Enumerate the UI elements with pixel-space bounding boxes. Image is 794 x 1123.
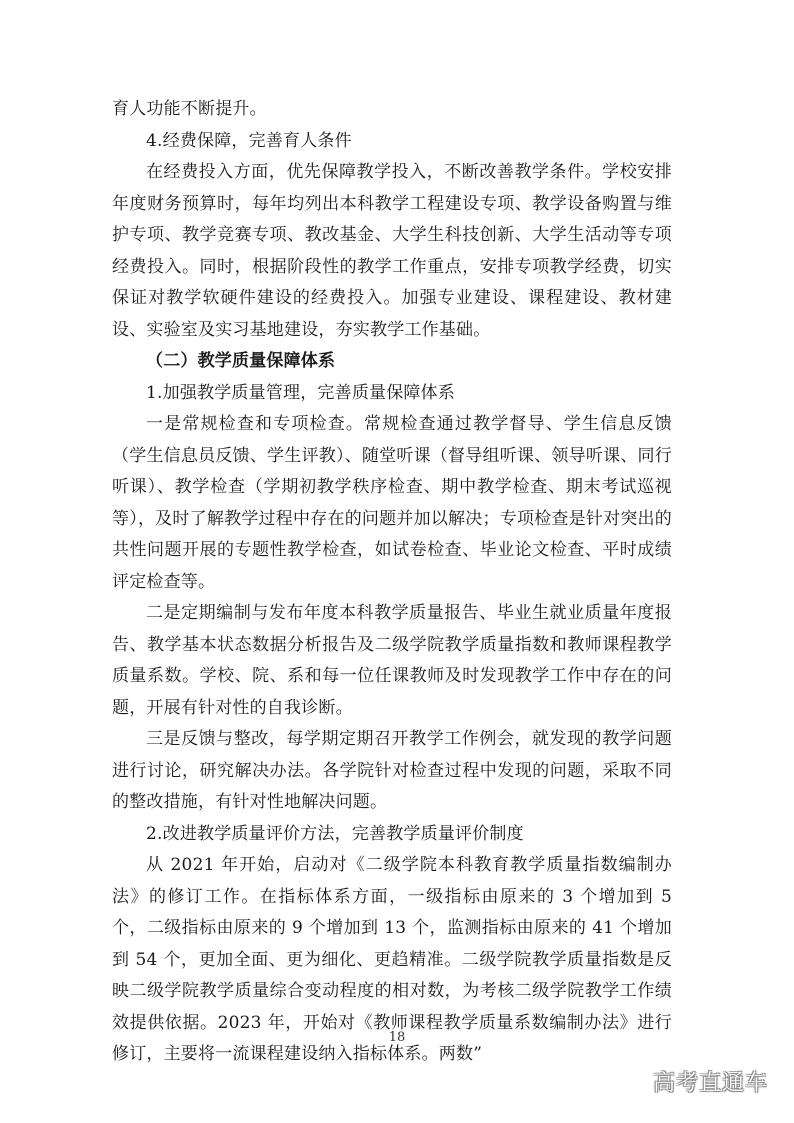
paragraph-inspections: 一是常规检查和专项检查。常规检查通过教学督导、学生信息反馈（学生信息员反馈、学生评教）、随堂听课（督导组听课、领导听课、同行听课）、教学检查（学期初教学秩序检查、期中教学检查、期末考试巡视等），及时了解教学过程中存在的问题并加以解决；专项检查是针对突出的共性问题开展的专题性教学检查，如试卷检查、毕业论文检查、平时成绩评定检查等。 <box>112 414 672 592</box>
subheading-quality-management: 1.加强教学质量管理，完善质量保障体系 <box>146 382 456 403</box>
subheading-evaluation: 2.改进教学质量评价方法，完善教学质量评价制度 <box>146 823 524 844</box>
body-text <box>112 94 672 1071</box>
page-number: 18 <box>388 1030 406 1045</box>
section-heading-quality-system: （二）教学质量保障体系 <box>146 351 336 371</box>
paragraph-feedback: 三是反馈与整改，每学期定期召开教学工作例会，就发现的教学问题进行讨论，研究解决办法。各学院针对检查过程中发现的问题，采取不同的整改措施，有针对性地解决问题。 <box>112 729 672 812</box>
subheading-funding: 4.经费保障，完善育人条件 <box>146 130 352 151</box>
watermark-logo: 高考直通车 <box>652 1071 768 1096</box>
paragraph-evaluation: 从 2021 年开始，启动对《二级学院本科教育教学质量指数编制办法》的修订工作。在指标体系方面，一级指标由原来的 3 个增加到 5 个，二级指标由原来的 9 个增加到 13 个，监测指标由原来的 41 个增加到 54 个，更加全面、更为细化、更趋精准。二级学院教学质量指数是反映二级学院教学质量综合变动程度的相对数，为考核二级学院教学工作绩效提供依据。2023 年，开始对《教师课程教学质量系数编制办法》进行修订，主要将一流课程建设纳入指标体系。两数” <box>112 855 672 1064</box>
paragraph-reports: 二是定期编制与发布年度本科教学质量报告、毕业生就业质量年度报告、教学基本状态数据分析报告及二级学院教学质量指数和教师课程教学质量系数。学校、院、系和每一位任课教师及时发现教学工作中存在的问题，开展有针对性的自我诊断。 <box>112 603 672 718</box>
paragraph-continuation: 育人功能不断提升。 <box>112 99 267 119</box>
paragraph-funding: 在经费投入方面，优先保障教学投入，不断改善教学条件。学校安排年度财务预算时，每年均列出本科教学工程建设专项、教学设备购置与维护专项、教学竞赛专项、教改基金、大学生科技创新、大学生活动等专项经费投入。同时，根据阶段性的教学工作重点，安排专项教学经费，切实保证对教学软硬件建设的经费投入。加强专业建设、课程建设、教材建设、实验室及实习基地建设，夯实教学工作基础。 <box>112 162 672 340</box>
